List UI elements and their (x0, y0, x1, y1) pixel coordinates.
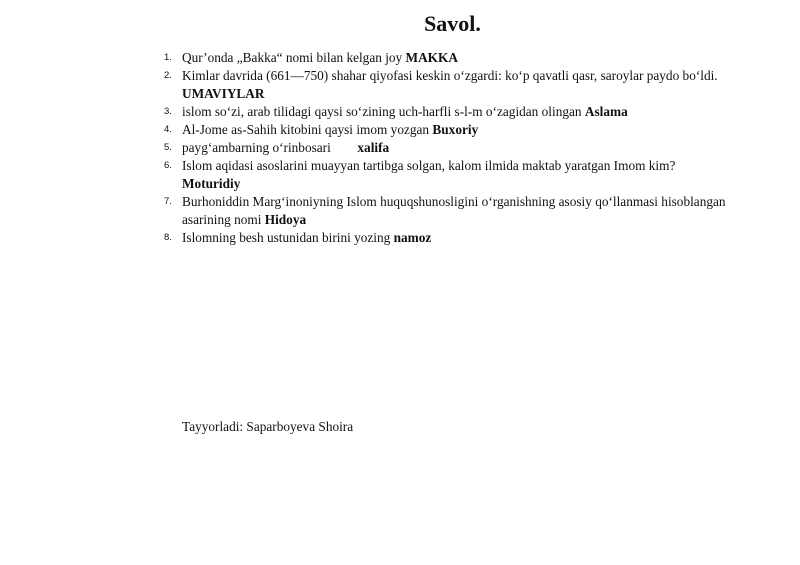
question-item (160, 67, 730, 103)
question-text: Burhoniddin Marg‘inoniyning Islom huquqshunosligini o‘rganishning asosiy qo‘llanmasi hisoblangan asarining nomi (182, 194, 726, 227)
question-answer: Moturidiy (182, 176, 241, 191)
question-number: 3. (164, 106, 172, 117)
question-text: Al-Jome as-Sahih kitobini qaysi imom yozgan (182, 122, 433, 137)
question-number: 4. (164, 124, 172, 135)
question-number: 6. (164, 160, 172, 171)
question-number: 1. (164, 52, 172, 63)
page-title (0, 11, 800, 37)
question-item (160, 121, 730, 139)
question-answer: Buxoriy (432, 122, 479, 137)
question-number: 8. (164, 232, 172, 243)
question-answer: UMAVIYLAR (182, 86, 265, 101)
question-text: islom so‘zi, arab tilidagi qaysi so‘zining uch-harfli s-l-m o‘zagidan olingan (182, 104, 585, 119)
question-text: Islom aqidasi asoslarini muayyan tartibga solgan, kalom ilmida maktab yaratgan Imom kim? (182, 158, 676, 173)
question-answer: xalifa (357, 140, 390, 155)
author-credit: Tayyorladi: Saparboyeva Shoira (182, 419, 354, 434)
question-answer: namoz (393, 230, 432, 245)
question-number: 5. (164, 142, 172, 153)
question-text: Kimlar davrida (661—750) shahar qiyofasi keskin o‘zgardi: ko‘p qavatli qasr, saroylar paydo bo‘ldi. (182, 68, 718, 83)
question-text: payg‘ambarning o‘rinbosari (182, 140, 358, 155)
title-text: Savol. (424, 11, 481, 36)
question-list (160, 49, 730, 247)
question-item (160, 139, 730, 157)
question-item (160, 157, 730, 193)
question-item (160, 229, 730, 247)
question-item (160, 49, 730, 67)
question-item (160, 193, 730, 229)
question-text: Islomning besh ustunidan birini yozing (182, 230, 394, 245)
question-item (160, 103, 730, 121)
question-answer: MAKKA (405, 50, 458, 65)
question-number: 2. (164, 70, 172, 81)
question-text: Qur’onda „Bakka“ nomi bilan kelgan joy (182, 50, 406, 65)
question-answer: Aslama (584, 104, 628, 119)
question-answer: Hidoya (264, 212, 307, 227)
question-number: 7. (164, 196, 172, 207)
